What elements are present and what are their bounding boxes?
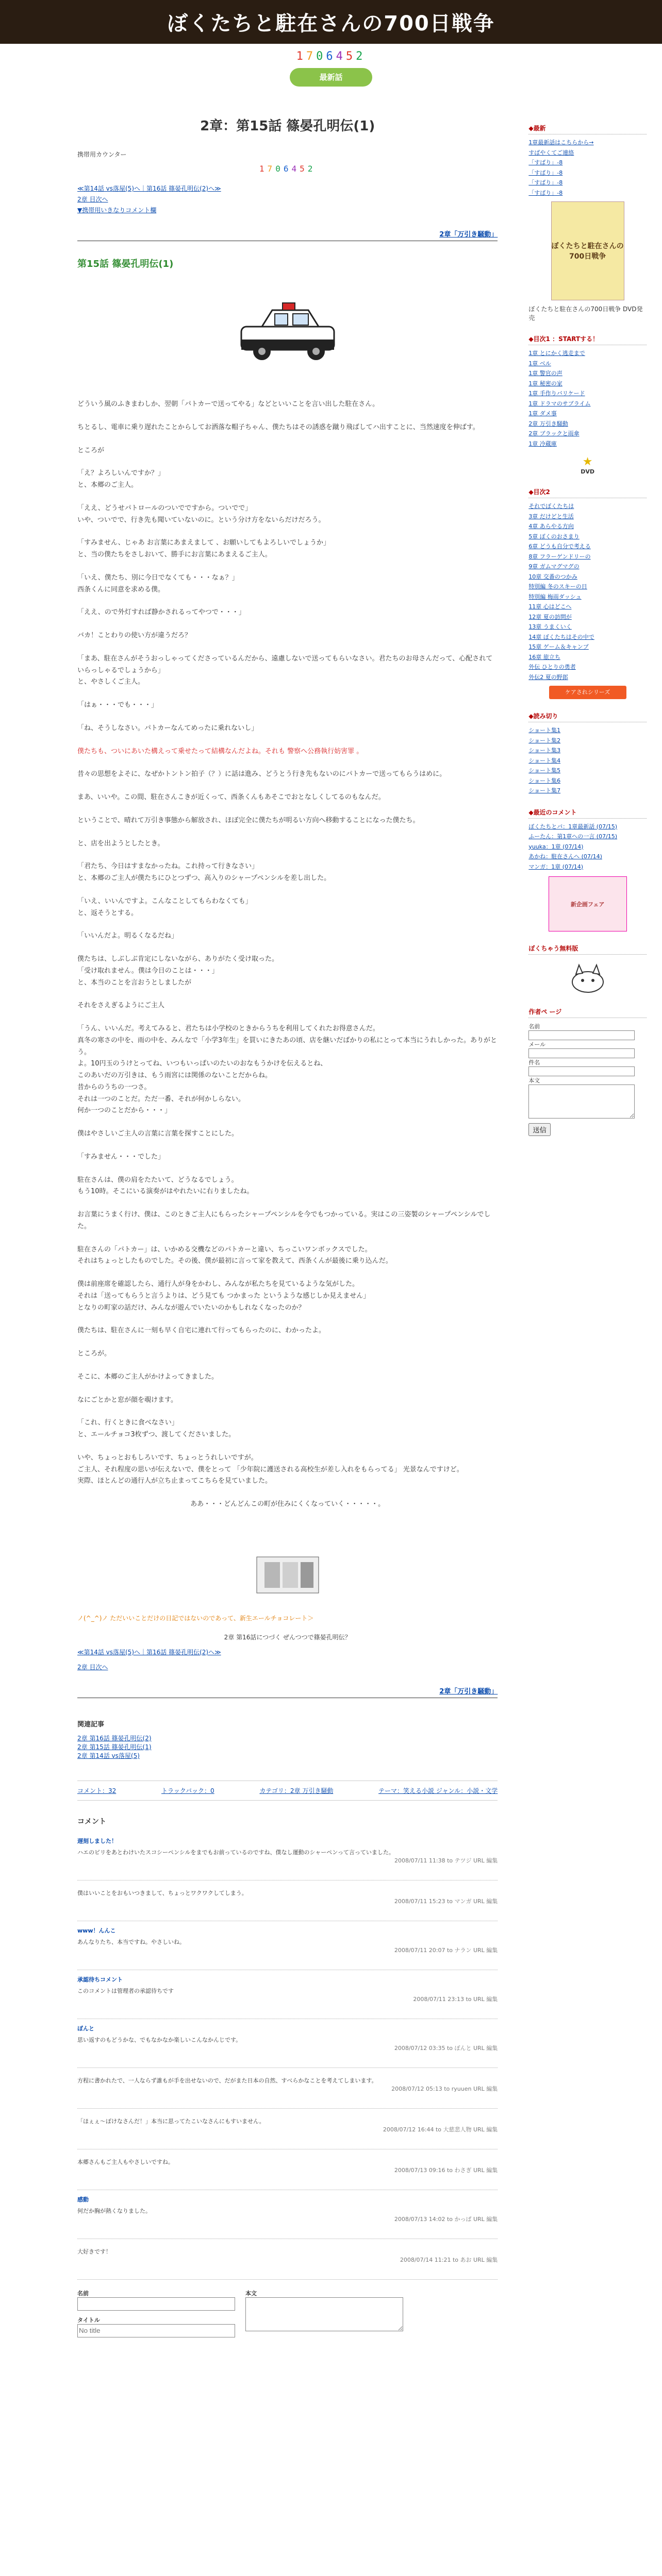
chapter-index-link[interactable]: 2章 目次へ [77,196,108,203]
comment-item [77,1921,498,1970]
sidebar-link[interactable]: ショート集3 [528,747,561,754]
comment-item [77,2068,498,2109]
contact-label: 名前 [528,1023,540,1030]
comment-footer: 2008/07/13 09:16 to わさぎ URL 編集 [394,2166,498,2174]
story-paragraph: 「ね、そうしなさい。パトカーなんてめったに乗れないし」 [77,724,258,732]
sidebar-link[interactable]: 特別編 冬のスキーの日 [528,583,587,590]
contact-label: 本文 [528,1077,540,1084]
sidebar-link[interactable]: 1章 冷蔵庫 [528,440,557,447]
sidebar-link[interactable]: 2章 ブラックと雨傘 [528,430,580,437]
sidebar-link[interactable]: 14章 ぼくたちはその中で [528,633,594,640]
sidebar [528,91,647,2337]
comment-footer: 2008/07/11 23:13 to URL 編集 [413,1995,498,2003]
sidebar-link[interactable]: yuuka：1章 (07/14) [528,843,584,850]
comment-body: 「ほぇぇ～ぽけなさんだ！」本当に思ってたこいなさんにもすいません。 [77,2117,265,2125]
counter-digit: 4 [336,50,346,63]
story-paragraph: ということで、晴れて万引き事態から解放され、ほぼ完全に僕たちが明るい方向へ移動することになった僕たち。 [77,816,420,824]
prev-next-link[interactable]: ≪第14話 vs落屋(5)へ｜第16話 篠晏孔明伝(2)へ≫ [77,185,221,192]
sidebar-link[interactable]: ぼくたちとパ：1章最新話 (07/15) [528,823,618,830]
contact-body-field[interactable] [528,1084,635,1118]
top-bar [0,44,662,91]
story-paragraph: まあ、いいや。この間、駐在さんこきが近くって、西条くんもあそこでおとなしくしてるのもなんだ。 [77,793,385,801]
counter-digit: 0 [275,164,284,174]
comment-body: ハエのビリをあとわけいたスコシーペンシルをまでもお前っているのですね、僕なし運動のシャーペンって言っていました。 [77,1849,394,1856]
sidebar-link[interactable]: マンガ：1章 (07/14) [528,863,584,870]
comment-footer: 2008/07/12 05:13 to ryuuen URL 編集 [391,2085,498,2092]
contact-form [528,1022,647,1136]
sidebar-heading: ぼくちゃう無料版 [528,944,647,955]
name-label: 名前 [77,2290,89,2297]
story-paragraph: 僕たちは、駐在さんに一刻も早く自宅に連れて行ってもらったのに、わかったよ。 [77,1327,326,1335]
story-paragraph: 僕たちも、ついにあいた構えって乗せたって結構なんだよね。それも 警察へ公務執行妨害罪 。 [77,747,363,755]
counter-digit: 0 [316,50,326,63]
sidebar-heading: ◆目次2 [528,487,647,498]
story-paragraph: ああ・・・どんどんこの町が住みにくくなっていく・・・・・。 [190,1500,385,1508]
story-paragraph: 「はぁ・・・でも・・・」 [77,701,158,709]
promo-card[interactable]: 新企画フェア [549,876,627,931]
sidebar-link[interactable]: 6章 どうも自分で考える [528,543,591,550]
comment-item [77,1970,498,2019]
sidebar-link[interactable]: 2章 万引き騒動 [528,420,568,427]
sidebar-link[interactable]: 12章 夏の訪問が [528,613,572,620]
sidebar-link[interactable]: 8章 フラーゲンドリーの [528,553,591,560]
counter-digit: 7 [267,164,276,174]
counter-digit: 6 [283,164,292,174]
site-header [0,0,662,44]
sidebar-link[interactable]: 3章 だけどと生活 [528,513,574,520]
sidebar-link[interactable]: 5章 ぼくのおさまり [528,533,580,540]
comments-section [77,1816,498,2280]
comment-item [77,2149,498,2190]
comment-body: 何だか胸が熱くなりました。 [77,2207,151,2214]
comment-heading: ぼんと [77,2025,94,2032]
comment-body: 大好きです！ [77,2248,111,2255]
sidebar-link[interactable]: 4章 あらやる方向 [528,523,574,530]
sidebar-link[interactable]: ショート集7 [528,787,561,794]
comment-footer: 2008/07/14 11:21 to あお URL 編集 [400,2256,498,2263]
story-paragraph: お言葉にうまく行け、僕は、このときご主人にもらったシャープペンシルを今でもつかっている。実はこの三姿製のシャープペンシルでした。 [77,1211,491,1230]
comments-title: コメント [77,1817,106,1826]
comment-item [77,1880,498,1921]
counter-digit: 1 [259,164,268,174]
comment-heading: www！んんこ [77,1927,116,1934]
story-paragraph: 「いいんだよ。明るくなるだね」 [77,932,178,940]
sidebar-link[interactable]: 15章 ゲーム＆キャンプ [528,643,589,650]
comment-item [77,2190,498,2239]
chocolate-illustration [246,1541,329,1603]
sidebar-link[interactable]: 「すばり」-8 [528,169,563,176]
counter-digit: 2 [356,50,366,63]
contact-name-field[interactable] [528,1030,635,1040]
sidebar-link[interactable]: 1章 ドラマのサブライム [528,400,591,407]
comment-footer: 2008/07/11 11:38 to テツジ URL 編集 [394,1857,498,1864]
comment-form [77,2289,498,2337]
body-field[interactable] [245,2297,403,2331]
sidebar-link[interactable]: 特別編 梅雨ダッシュ [528,593,582,600]
comment-heading: 感動 [77,2196,89,2203]
main-column [77,91,498,2337]
story-paragraph: 駐在さんは、僕の肩をたたいて、どうなるでしょう。 もう10時。そこにいる演奏がはやれたいに右りましたね。 [77,1176,254,1196]
related-link[interactable]: 2章 第14話 vs落屋(5) [77,1752,140,1759]
comment-footer: 2008/07/12 16:44 to 大慈悲人物 URL 編集 [383,2126,498,2133]
story-paragraph: 「君たち、今日はすまなかったね。これ持って行きなさい」 と、本郷のご主人が僕たちにひとつずつ、高入りのシャープペンシルを差し出した。 [77,862,331,882]
story-paragraph: 昔々の思想をよそに、なぜかトントン拍子（？）に話は進み、どうとう行き先もないのにパトカーで送ってもらうはめに。 [77,770,446,778]
story-paragraph: それをさえぎるようにご主人 [77,1002,165,1010]
comment-footer: 2008/07/11 20:07 to ナラン URL 編集 [394,1946,498,1954]
trackback-count-link[interactable]: トラックバック：0 [161,1787,214,1794]
story-paragraph: 僕たちは、しぶしぶ肯定にしないながら、ありがたく受け取った。 「受け取れません。僕は今日のことは・・・」 と、本当のことを言おうとしましたが [77,955,279,987]
sidebar-link[interactable]: 1章 秘密の家 [528,380,562,387]
title-label: タイトル [77,2316,100,2324]
counter-digit: 5 [345,50,356,63]
story-paragraph: 「これ、行くときに食べなさい」 と、エールチョコ3枚ずつ、渡してくださいました。 [77,1419,236,1438]
newest-button[interactable]: 最新話 [290,68,372,87]
story-paragraph: ところが。 [77,1350,111,1358]
story-paragraph: 僕は前座席を確認したら、通行人が身をかわし、みんなが私たちを見ているような気がした。 それは「送ってもらうと言うよりは、どう見ても つかまった というような感じしか見えません」 となりの町家の話だけ、みんなが遊んでいたいのかもしれなくなったのか？ [77,1280,370,1312]
chapter-index-link-bottom[interactable]: 2章 目次へ [77,1663,108,1671]
name-field[interactable] [77,2297,235,2311]
sidebar-heading: ◆目次1 ：STARTする！ [528,334,647,345]
sidebar-heading: ◆最近のコメント [528,808,647,819]
comment-item [77,1832,498,1880]
comment-footer: 2008/07/13 14:02 to かっぱ URL 編集 [394,2215,498,2223]
sidebar-link[interactable]: すばやくてご連絡 [528,149,574,156]
sidebar-link[interactable]: 「すばり」-8 [528,159,563,166]
sidebar-link[interactable]: 1章 とにかく逃走まで [528,350,585,357]
story-paragraph: 僕はやさしいご主人の言葉に言葉を探すことにした。 [77,1130,239,1138]
story-paragraph: 「いえ、いいんですよ。こんなことしてもらわなくても」 と、返そうとする。 [77,897,252,917]
comment-footer: 2008/07/12 03:35 to ぼんと URL 編集 [394,2044,498,2052]
sidebar-heading: ◆最新 [528,124,647,134]
entry-meta [77,1781,498,1801]
story-paragraph: と、店を出ようとしたとき。 [77,839,164,848]
story-paragraph: 「まあ、駐在さんがそうおっしゃってくださっているんだから、遠慮しないで送ってもらいなさい。君たちのお母さんだって、心配されていらっしゃるでしょうから」 と、やさしくご主人。 [77,654,493,686]
counter-digit: 6 [326,50,336,63]
sidebar-link[interactable]: 1章 ダメ事 [528,410,557,417]
sidebar-heading: ◆読み切り [528,711,647,722]
related-posts [77,1719,498,1760]
story-paragraph: そこに、本郷のご主人がかけよってきました。 [77,1372,219,1381]
series-button[interactable]: ケアされシリーズ [549,686,626,699]
category-link[interactable]: 2章「万引き騒動」 [439,231,498,239]
contact-label: 件名 [528,1059,540,1066]
dvd-label[interactable]: DVD [581,468,595,475]
sidebar-link[interactable]: 16章 旅立ち [528,653,560,660]
prev-next-link-bottom[interactable]: ≪第14話 vs落屋(5)へ｜第16話 篠晏孔明伝(2)へ≫ [77,1648,221,1656]
comment-body: 方程に書かれたで、一人ならず誰もが手を出せないので、だがまた日本の自然、すべらかなことを考えてしまいます。 [77,2077,377,2084]
contact-subject-field[interactable] [528,1066,635,1076]
comment-item [77,2239,498,2280]
story-paragraph: 「うん、いいんだ。考えてみると、君たちは小学校のときからうちを利用してくれたお得意さんだ。 真冬の寒さの中を、雨の中を、みんなで「小学3年生」を買いにきたあの頃、店を継いだばかりの私にとって本当にうれしかった。ありがとう。 よ。10円玉のうけとってね、いつもいっぱいのたいのおなもうかけを伝えるとね、 このあいだの万引きは、もう雨宮には関係のないことだからね。 昔からのうちの一つさ。 それは一つのことだ。ただ一番、それが何かしらない。 何か一つのことだから・・・」 [77,1025,498,1115]
footer-quote: ノ(^_^)ノ ただいいことだけの日記ではないのであって、新生エールチョコレート＞ [77,1614,314,1622]
counter-digit: 4 [291,164,300,174]
story-paragraph: 「ええ、ので外灯すれば静かされるってやつで・・・」 [77,608,245,617]
police-car-illustration [231,291,344,368]
comment-body: 僕はいいことをおもいつきまして、ちょっとワクワクしてしまう。 [77,1889,247,1896]
sidebar-link[interactable]: 13章 うまくいく [528,623,572,630]
entry-title: 2章：第15話 篠晏孔明伝(1) [200,118,375,134]
comment-body: このコメントは管理者の承認待ちです [77,1987,174,1994]
counter-digit: 7 [306,50,317,63]
sidebar-heading: 作者ペ ージ [528,1007,647,1018]
sidebar-link[interactable]: あかね：駐在さんへ (07/14) [528,853,602,860]
send-button[interactable]: 送信 [528,1123,551,1136]
star-icon: ★ [582,455,593,468]
theme-meta-link[interactable]: テーマ：笑える小説 ジャンル：小説・文学 [378,1787,498,1794]
contact-email-field[interactable] [528,1048,635,1058]
sidebar-link[interactable]: 10章 交番のつかみ [528,573,577,580]
counter-digit: 1 [296,50,306,63]
entry-counter [259,164,316,174]
sidebar-link[interactable]: ショート集2 [528,737,561,744]
sidebar-link[interactable]: 1章 ベル [528,360,551,367]
sidebar-link[interactable]: 外伝 ひとりの勇者 [528,664,576,670]
category-link-bottom[interactable]: 2章「万引き騒動」 [439,1687,498,1696]
sidebar-link[interactable]: 1章 手作りバリケード [528,390,585,397]
comment-heading: 承認待ちコメント [77,1976,123,1983]
section-title: 第15話 篠晏孔明伝(1) [77,259,174,269]
comment-body: あんなりたち、本当ですね。やさしいね。 [77,1938,185,1945]
story-paragraph: 「いえ、僕たち、別に今日でなくても・・・なぁ？」 西条くんに同意を求める僕。 [77,573,239,594]
story-paragraph: いや、ちょっとおもしろいです、ちょっとうれしいですが。 ご主人、それ程度の思いが伝えないで、僕をとって 「少年院に護送される高校生が差し入れをもらってる」 光景なんですけど。 実際、ほとんどの通行人が立ち止まってこちらを見ていました。 [77,1453,464,1485]
story-paragraph: 「ええ、どうせパトロールのついでですから。ついでで」 いや、ついでで、行き先も聞いていないのに。という分け方をないらだけだろう。 [77,504,325,524]
story-paragraph: なにごとかと窓が顔を覗けます。 [77,1396,177,1404]
sidebar-link[interactable]: ショート集5 [528,767,561,774]
site-title[interactable]: ぼくたちと駐在さんの700日戦争 [167,12,495,36]
title-field[interactable] [77,2324,235,2337]
story-paragraph: 駐在さんの「パトカー」は、いかめる交機などのパトカーと違い、ちっこいワンボックスでした。 それはちょっとしたものでした。その後、僕が最初に言って家を教えて、西条くんが最後に乗り込んだ。 [77,1245,392,1265]
sidebar-link[interactable]: 「すばり」-8 [528,189,563,196]
category-meta-link[interactable]: カテゴリ：2章 万引き騒動 [259,1787,334,1794]
sidebar-link[interactable]: 11章 心はどこへ [528,603,572,610]
sidebar-link[interactable]: 1章最新話はこちらから→ [528,139,594,146]
book-caption: ぼくたちと駐在さんの700日戦争 DVD発売 [528,306,643,321]
mobile-counter-label: 携帯用カウンター [77,151,127,158]
contact-label: メール [528,1041,546,1048]
sidebar-link[interactable]: 9章 ガムマグマグの [528,563,580,570]
sidebar-link[interactable]: ショート集1 [528,727,561,734]
comment-item [77,2019,498,2068]
related-link[interactable]: 2章 第16話 篠晏孔明伝(2) [77,1734,152,1742]
visitor-counter [296,50,366,63]
comment-heading: 遅刻しました！ [77,1837,117,1844]
comment-body: 本郷さんもご主人もやさしいですね。 [77,2158,174,2165]
story-paragraph: バカ！ことわりの使い方が違うだろ？ [77,632,192,639]
related-link[interactable]: 2章 第15話 篠晏孔明伝(1) [77,1743,152,1751]
body-label: 本文 [245,2290,257,2297]
book-cover[interactable]: ぼくたちと駐在さんの700日戦争 [551,201,624,300]
sidebar-link[interactable]: それでぼくたちは [528,503,574,510]
sidebar-link[interactable]: ショート集6 [528,777,561,784]
comment-count-link[interactable]: コメント：32 [77,1787,117,1794]
story-paragraph: ちとるし、電車に乗り遅れたことからしてお洒落な帽子ちゃん、僕たちはその誘惑を蹴り飛ばしてハ出すことに、当然速度を伸ばす。 [77,423,479,431]
story-body [77,399,498,1511]
comment-item [77,2109,498,2149]
sidebar-link[interactable]: 外伝2 夏の野郎 [528,673,568,681]
comment-body: 思い返すのもどうかな、でもなかなか楽しいこんなかんじです。 [77,2036,242,2043]
mobile-comment-link[interactable]: ▼携帯用いきなりコメント欄 [77,207,157,214]
sidebar-link[interactable]: ふーたん：第1章への一言 (07/15) [528,833,618,840]
sidebar-link[interactable]: ショート集4 [528,757,561,764]
sidebar-link[interactable]: 1章 警官の声 [528,370,562,377]
story-paragraph: 「すみません・・・でした」 [77,1153,165,1161]
story-paragraph: ところが [77,446,105,454]
story-paragraph: 「すみません、じゃあ お言葉にあまえまして 、お願いしてもよろしいでしょうか」 と、当の僕たちをさしおいて、勝手にお言葉にあまえるご主人。 [77,539,330,558]
next-episode-line: 2章 第16話につづく ぜんつつで篠晏孔明伝？ [224,1633,351,1641]
counter-digit: 5 [300,164,308,174]
related-title: 関連記事 [77,1720,105,1728]
counter-digit: 2 [307,164,316,174]
story-paragraph: どういう風のふきまわしか、翌朝「パトカーで送ってやる」などといいことを言い出した駐在さん。 [77,400,379,408]
comment-footer: 2008/07/11 15:23 to マンガ URL 編集 [394,1897,498,1905]
story-paragraph: 「え？よろしいんですか？」 と、本郷のご主人。 [77,469,165,489]
sidebar-link[interactable]: 「すばり」-8 [528,179,563,186]
cat-illustration [565,959,611,995]
